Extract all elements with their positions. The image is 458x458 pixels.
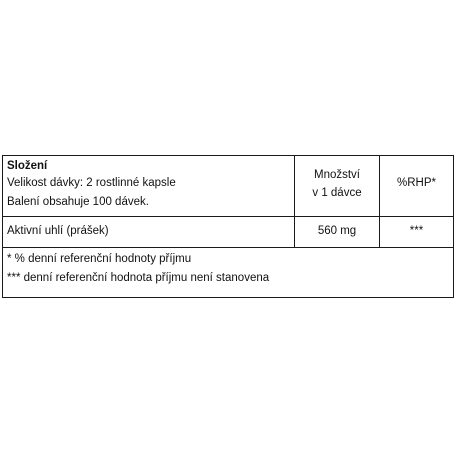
ingredient-amount-cell	[294, 217, 379, 247]
rhp-header-cell	[379, 156, 453, 216]
supplement-facts-table	[2, 155, 454, 298]
ingredient-name: Aktivní uhlí (prášek)	[7, 225, 109, 237]
rhp-header: %RHP*	[397, 177, 436, 189]
composition-cell	[3, 156, 294, 216]
ingredient-amount: 560 mg	[317, 225, 357, 237]
table-row	[3, 217, 453, 248]
ingredient-rhp: ***	[409, 225, 424, 237]
amount-header-line2: v 1 dávce	[312, 187, 362, 199]
amount-header-cell	[294, 156, 379, 216]
footnote-not-established: *** denní referenční hodnota příjmu není stanovena	[7, 272, 270, 284]
ingredient-rhp-cell	[379, 217, 453, 247]
ingredient-name-cell	[3, 217, 294, 247]
table-header-row	[3, 156, 453, 217]
servings-per-container-text: Balení obsahuje 100 dávek.	[7, 196, 149, 208]
composition-heading: Složení	[7, 160, 48, 172]
serving-size-text: Velikost dávky: 2 rostlinné kapsle	[7, 177, 176, 189]
footnotes-row	[3, 248, 453, 297]
footnote-rhp: * % denní referenční hodnoty příjmu	[7, 253, 192, 265]
amount-header-line1: Množství	[313, 169, 360, 181]
